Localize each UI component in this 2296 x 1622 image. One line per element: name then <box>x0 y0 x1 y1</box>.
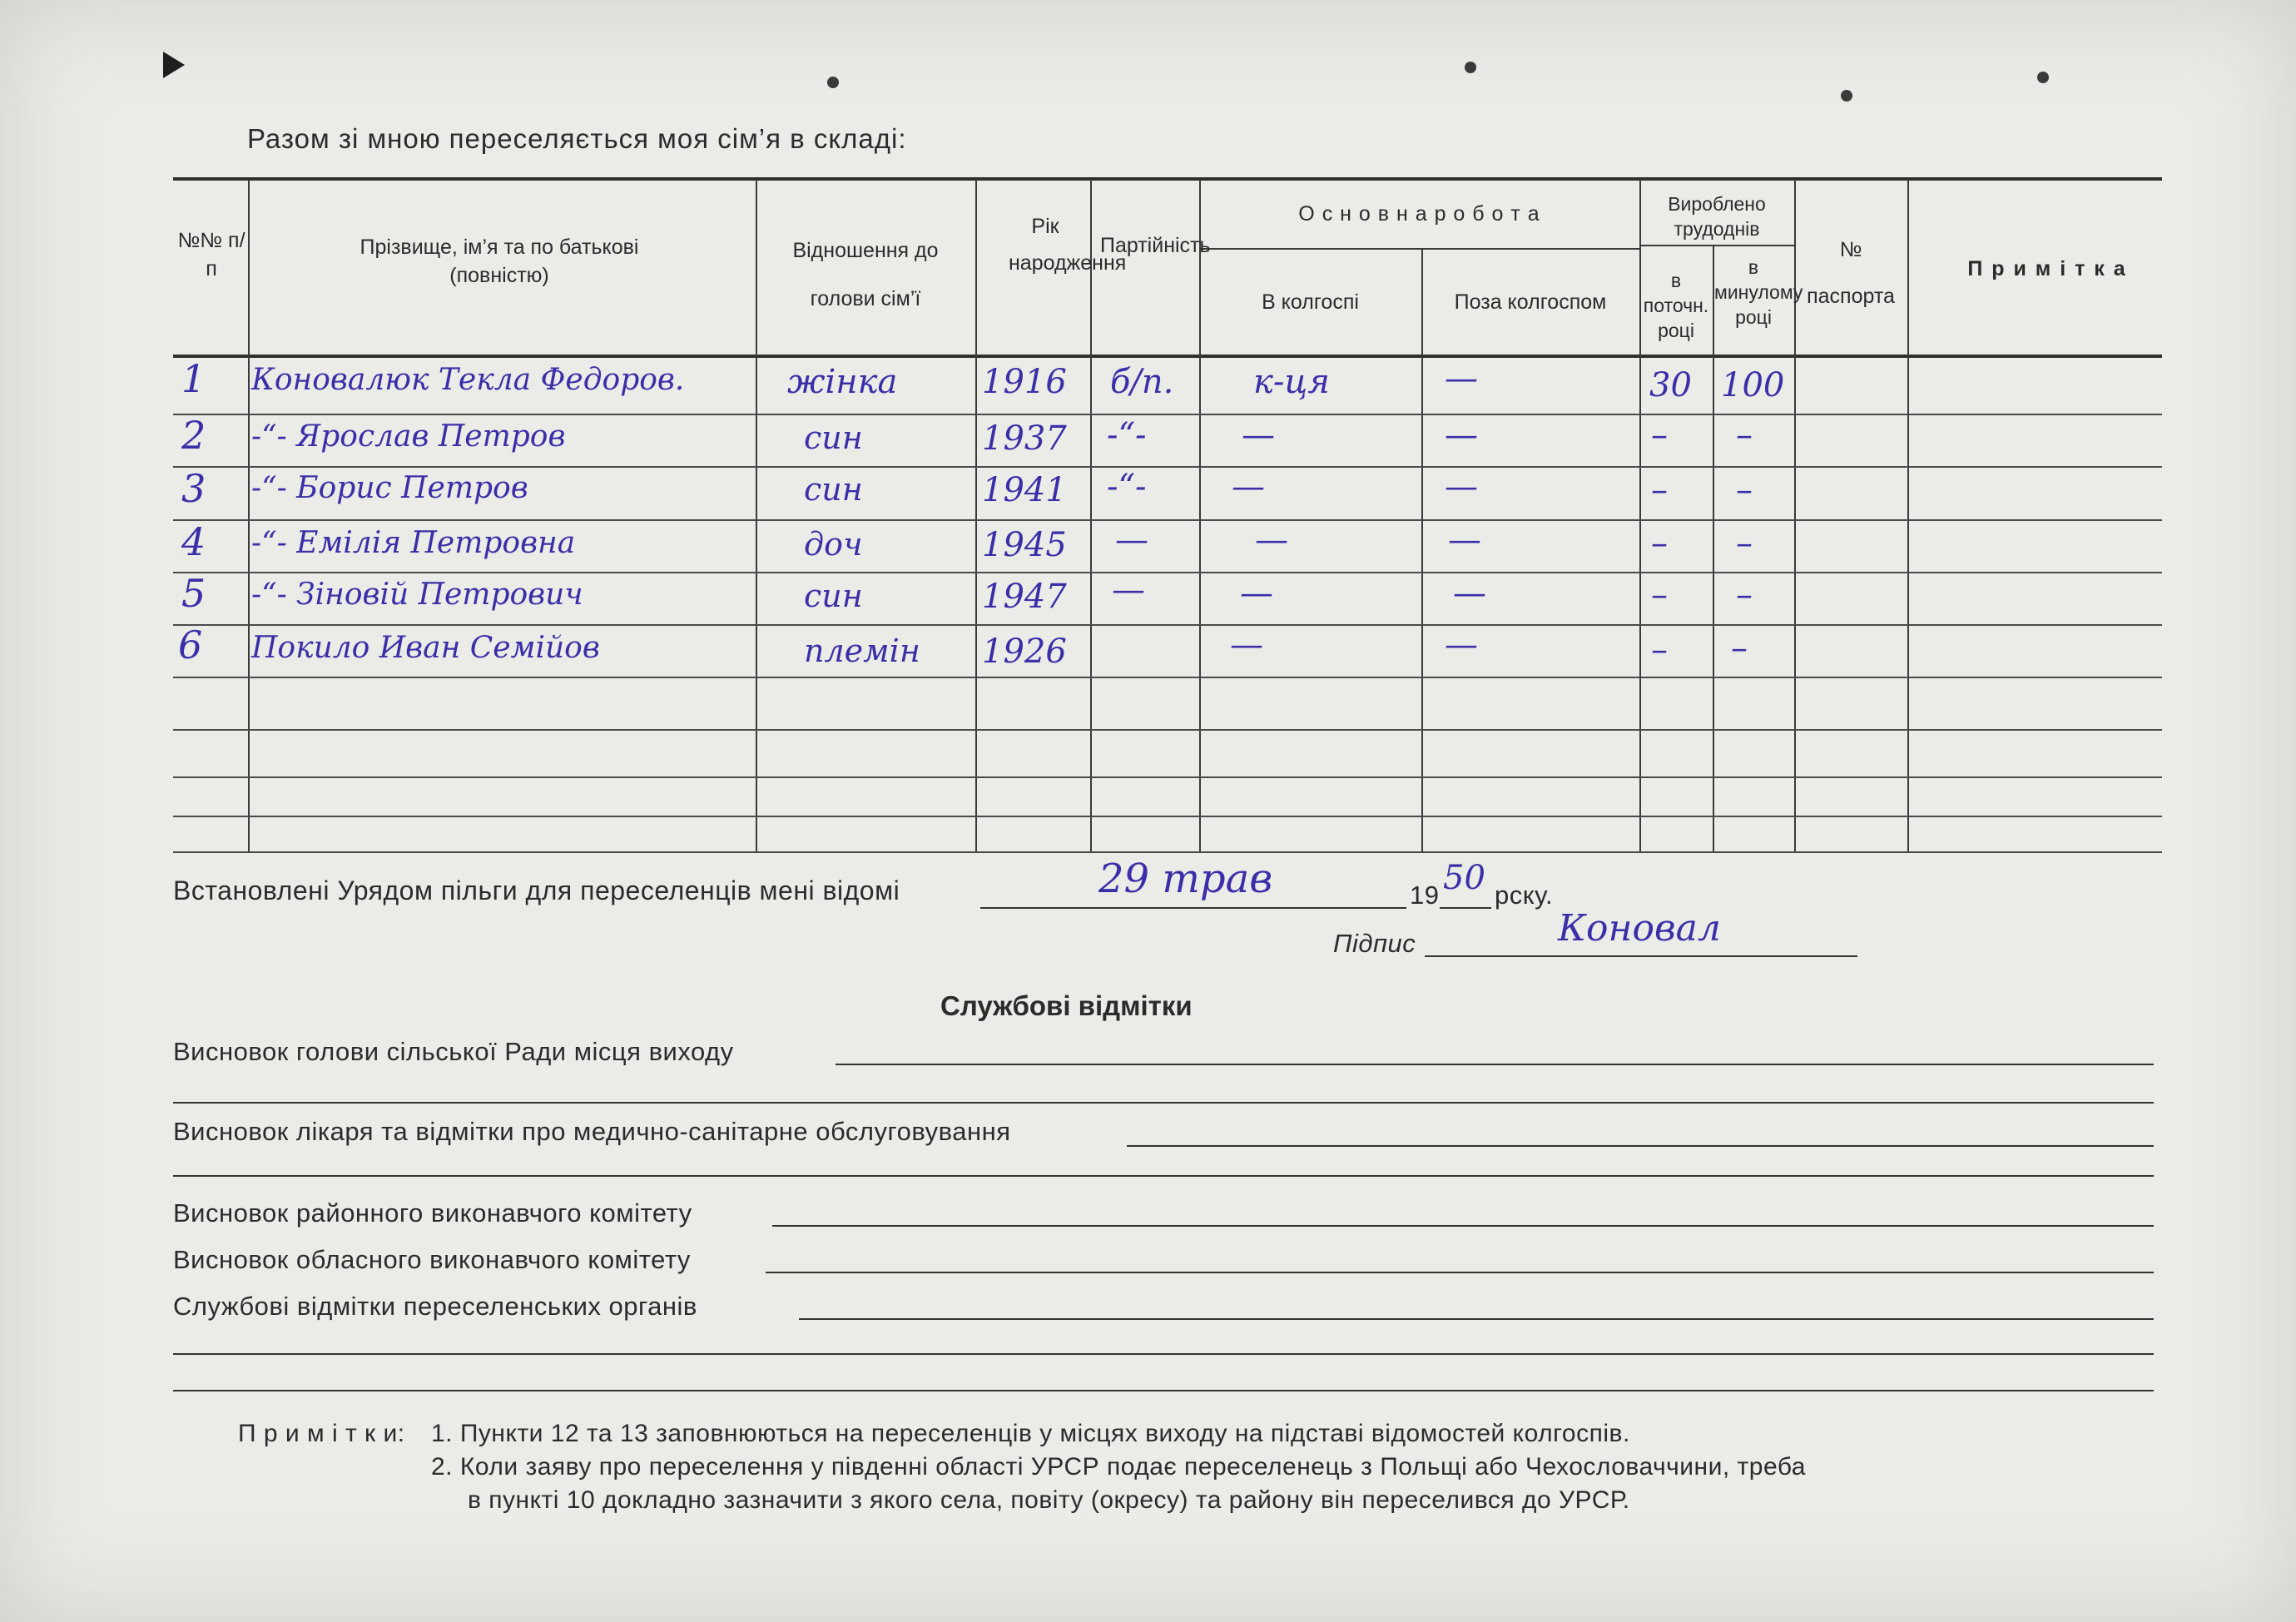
row-2-party: -“- <box>1107 416 1147 454</box>
header-outside-kolhosp: Поза колгоспом <box>1454 290 1607 314</box>
corner-mark <box>163 52 185 78</box>
service-item-regional-committee: Висновок обласного виконавчого комітету <box>173 1245 691 1274</box>
header-main-work: О с н о в н а р о б о т а <box>1298 202 1540 226</box>
benefits-year-end: рску. <box>1495 880 1554 910</box>
service-item-village-council: Висновок голови сільської Ради місця виходу <box>173 1037 734 1066</box>
row-3-relation: син <box>804 471 863 508</box>
row-1-last: 100 <box>1721 366 1785 404</box>
fill-line <box>836 1064 2154 1065</box>
workdays-subdivider <box>1639 245 1794 246</box>
service-item-resettlement: Службові відмітки переселенських органів <box>173 1292 697 1321</box>
punch-mark <box>2037 72 2049 83</box>
row-6-in-kolhosp: — <box>1230 626 1263 664</box>
row-2-current: – <box>1651 416 1668 454</box>
row-3-in-kolhosp: — <box>1232 468 1265 506</box>
row-2-outside: — <box>1445 416 1478 454</box>
row-line <box>173 414 2162 415</box>
row-5-name: -“- Зіновій Петрович <box>251 578 583 612</box>
row-1-relation: жінка <box>787 363 898 401</box>
row-3-outside: — <box>1445 468 1478 506</box>
row-line <box>173 776 2162 778</box>
row-1-num: 1 <box>181 356 206 401</box>
row-5-last: – <box>1736 576 1753 614</box>
header-workdays: Вироблено трудоднів <box>1668 193 1766 240</box>
intro-text: Разом зі мною переселяється моя сім’я в складі: <box>247 123 907 154</box>
header-last-year: в минулому році <box>1714 256 1803 328</box>
row-2-name: -“- Ярослав Петров <box>251 419 566 454</box>
col-divider <box>248 179 250 851</box>
row-2-last: – <box>1736 416 1753 454</box>
service-item-doctor: Висновок лікаря та відмітки про медично-санітарне обслуговування <box>173 1117 1011 1146</box>
col-divider <box>1713 246 1714 851</box>
benefits-label: Встановлені Урядом пільги для переселенців мені відомі <box>173 875 900 905</box>
row-5-outside: — <box>1453 574 1486 613</box>
punch-mark <box>827 77 839 88</box>
main-work-subdivider <box>1199 248 1639 250</box>
signature: Коновал <box>1558 907 1721 950</box>
col-divider <box>1199 179 1201 851</box>
fill-line <box>799 1318 2154 1320</box>
row-1-name: Коновалюк Текла Федоров. <box>251 363 685 397</box>
footnotes-label: П р и м і т к и: <box>238 1420 405 1447</box>
fill-line <box>173 1102 2154 1104</box>
row-line <box>173 677 2162 678</box>
fill-line <box>766 1272 2154 1273</box>
row-3-last: – <box>1736 471 1753 509</box>
benefits-date-line <box>980 907 1406 909</box>
row-4-num: 4 <box>181 519 206 564</box>
row-5-current: – <box>1651 576 1668 614</box>
col-divider <box>1421 250 1423 851</box>
row-4-outside: — <box>1448 521 1481 559</box>
benefits-year-line <box>1440 907 1491 909</box>
row-line <box>173 851 2162 853</box>
row-6-relation: племін <box>804 632 920 669</box>
row-2-num: 2 <box>181 413 206 458</box>
row-line <box>173 729 2162 731</box>
fill-line <box>1127 1145 2154 1147</box>
header-notes: П р и м і т к а <box>1967 257 2127 280</box>
header-current-year: в поточн. році <box>1643 270 1709 341</box>
row-line <box>173 519 2162 521</box>
col-divider <box>1090 179 1092 851</box>
row-1-in-kolhosp: к-ця <box>1253 363 1330 401</box>
row-5-relation: син <box>804 578 863 614</box>
row-3-num: 3 <box>181 466 206 511</box>
row-4-in-kolhosp: — <box>1255 521 1288 559</box>
row-1-outside: — <box>1445 360 1478 398</box>
table-header-border <box>173 355 2162 358</box>
row-line <box>173 624 2162 626</box>
row-5-num: 5 <box>181 571 206 616</box>
row-1-party: б/п. <box>1110 363 1174 401</box>
row-4-relation: доч <box>804 526 863 563</box>
row-line <box>173 572 2162 573</box>
footnote-2a: 2. Коли заяву про переселення у південні області УРСР подає переселенець з Польщі або Чехословаччини, треба <box>431 1453 1806 1481</box>
row-6-last: – <box>1731 629 1748 667</box>
col-divider <box>1907 179 1909 851</box>
punch-mark <box>1465 62 1476 73</box>
row-5-year: 1947 <box>982 578 1067 616</box>
row-6-num: 6 <box>178 623 203 667</box>
benefits-year-suffix: 50 <box>1443 859 1485 897</box>
header-year: Рік народження <box>1009 215 1127 275</box>
row-4-party: — <box>1115 521 1148 559</box>
row-3-current: – <box>1651 471 1668 509</box>
row-2-in-kolhosp: — <box>1242 416 1275 454</box>
row-1-current: 30 <box>1649 366 1692 404</box>
row-3-name: -“- Борис Петров <box>251 471 528 505</box>
row-6-name: Покило Иван Семійов <box>251 631 600 665</box>
row-4-current: – <box>1651 524 1668 563</box>
row-3-party: -“- <box>1107 468 1147 506</box>
fill-line <box>173 1175 2154 1177</box>
row-4-year: 1945 <box>982 526 1067 564</box>
row-6-current: – <box>1651 631 1668 669</box>
row-line <box>173 466 2162 468</box>
header-num: №№ п/п <box>177 229 245 280</box>
header-passport: № паспорта <box>1807 238 1895 308</box>
table-top-border <box>173 177 2162 181</box>
row-3-year: 1941 <box>982 471 1067 509</box>
footnote-1: 1. Пункти 12 та 13 заповнюються на переселенців у місцях виходу на підставі відомостей колгоспів. <box>431 1420 1630 1447</box>
service-item-district-committee: Висновок районного виконавчого комітету <box>173 1198 692 1228</box>
row-6-year: 1926 <box>982 632 1067 671</box>
row-6-outside: — <box>1445 626 1478 664</box>
benefits-date: 29 трав <box>1098 856 1273 902</box>
row-2-year: 1937 <box>982 419 1067 458</box>
benefits-year-prefix: 19 <box>1410 880 1440 910</box>
row-5-party: — <box>1112 571 1145 609</box>
col-divider <box>756 179 757 851</box>
row-4-last: – <box>1736 524 1753 563</box>
signature-label: Підпис <box>1333 929 1416 958</box>
service-heading: Службові відмітки <box>940 990 1193 1021</box>
row-line <box>173 816 2162 817</box>
col-divider <box>975 179 977 851</box>
footnote-2b: в пункті 10 докладно зазначити з якого села, повіту (окресу) та району він переселився до УРСР. <box>468 1486 1630 1514</box>
header-name: Прізвище, ім’я та по батькові (повністю) <box>360 236 639 287</box>
header-party: Партійність <box>1100 234 1211 257</box>
punch-mark <box>1841 90 1852 102</box>
row-4-name: -“- Емілія Петровна <box>251 526 576 560</box>
header-in-kolhosp: В колгоспі <box>1262 290 1359 314</box>
row-5-in-kolhosp: — <box>1240 574 1273 613</box>
row-2-relation: син <box>804 419 863 456</box>
fill-line <box>173 1353 2154 1355</box>
row-1-year: 1916 <box>982 363 1067 401</box>
fill-line <box>173 1390 2154 1391</box>
signature-line <box>1425 955 1857 957</box>
header-relation: Відношення до голови сім’ї <box>792 239 939 310</box>
fill-line <box>772 1225 2154 1227</box>
